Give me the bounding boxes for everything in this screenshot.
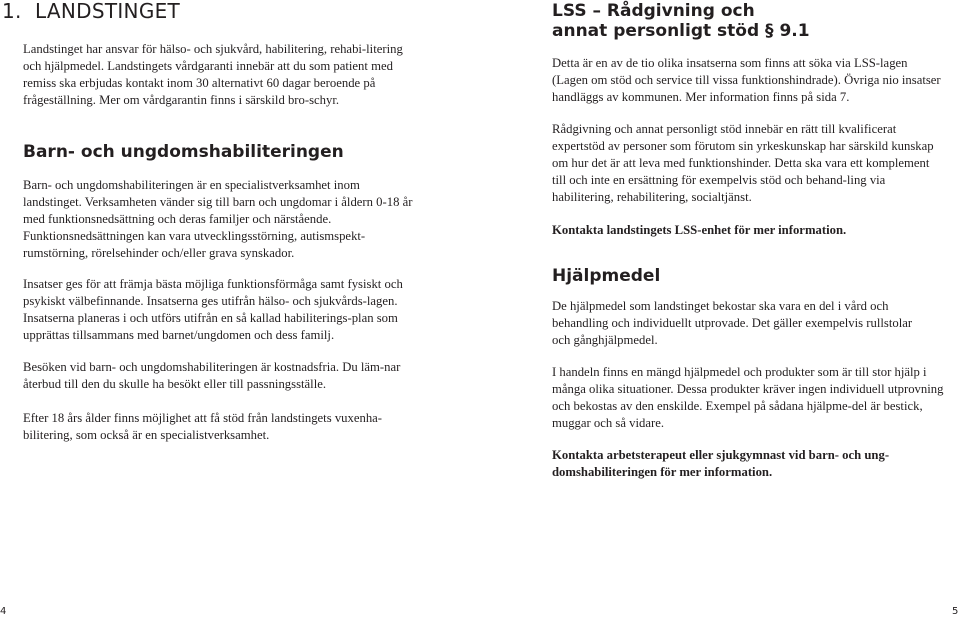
aids-paragraph-1: De hjälpmedel som landstinget bekostar ska vara en del i vård och behandling och individuellt utprovade. Det gäller exempelvis rullstolar och gånghjälpmedel. [552,299,913,347]
habilitation-paragraph-2: Insatser ges för att främja bästa möjliga funktionsförmåga samt fysiskt och psykiskt välbefinnande. Insatserna ges utifrån hälso- och sjukvårds-lagen. Insatserna planeras i och utförs utifrån en så kallad habiliterings-plan som upprättas tillsammans med barnet/ungdomen och dess familj. [23,277,403,342]
habilitation-paragraph-3: Besöken vid barn- och ungdomshabiliteringen är kostnadsfria. Du läm-nar återbud till den du skulle ha besökt eller till passningsställe. [23,360,401,391]
lss-heading [552,1,810,41]
habilitation-heading: Barn- och ungdomshabiliteringen [23,142,344,162]
aids-heading: Hjälpmedel [552,266,661,286]
intro-paragraph: Landstinget har ansvar för hälso- och sjukvård, habilitering, rehabi-litering och hjälpmedel. Landstingets vårdgaranti innebär att du som patient med remiss ska erbjudas kontakt inom 30 alternativt 60 dagar beroende på frågeställning. Mer om vårdgarantin finns i särskild bro-schyr. [23,42,403,107]
lss-paragraph-1: Detta är en av de tio olika insatserna som finns att söka via LSS-lagen (Lagen om stöd och service till vissa funktionshindrade). Övriga nio insatser handläggs av kommunen. Mer information finns på sida 7. [552,56,941,104]
page-number-right: 5 [952,606,959,617]
lss-heading-line-2: annat personligt stöd § 9.1 [552,21,810,41]
page-number-left: 4 [0,606,7,617]
habilitation-paragraph-4: Efter 18 års ålder finns möjlighet att få stöd från landstingets vuxenha-bilitering, som också är en specialistverksamhet. [23,411,383,442]
aids-paragraph-2: I handeln finns en mängd hjälpmedel och produkter som är till stor hjälp i många olika situationer. Dessa produkter kräver ingen individuell utprovning och bekostas av den enskilde. Exempel på sådana hjälpme-del är bestick, muggar och så vidare. [552,365,944,430]
lss-paragraph-2: Rådgivning och annat personligt stöd innebär en rätt till kvalificerat expertstöd av personer som förutom sin yrkeskunskap har särskild kunskap om hur det är att leva med funktionshinder. Detta ska vara ett komplement till och inte en ersättning för exempelvis stöd och behand-ling via habilitering, rehabilitering, socialtjänst. [552,122,934,204]
section-heading: 1. LANDSTINGET [2,0,181,23]
lss-heading-line-1: LSS – Rådgivning och [552,1,755,21]
habilitation-paragraph-1: Barn- och ungdomshabiliteringen är en specialistverksamhet inom landstinget. Verksamheten vänder sig till barn och ungdomar i åldern 0-18 år med funktionsnedsättning och deras familjer och närstående. Funktionsnedsättningen kan vara utvecklingsstörning, autismspekt-rumstörning, rörelsehinder och/eller grava synskador. [23,178,413,260]
lss-contact-note: Kontakta landstingets LSS-enhet för mer information. [552,223,847,237]
aids-contact-note: Kontakta arbetsterapeut eller sjukgymnast vid barn- och ung-domshabiliteringen för mer information. [552,448,890,479]
